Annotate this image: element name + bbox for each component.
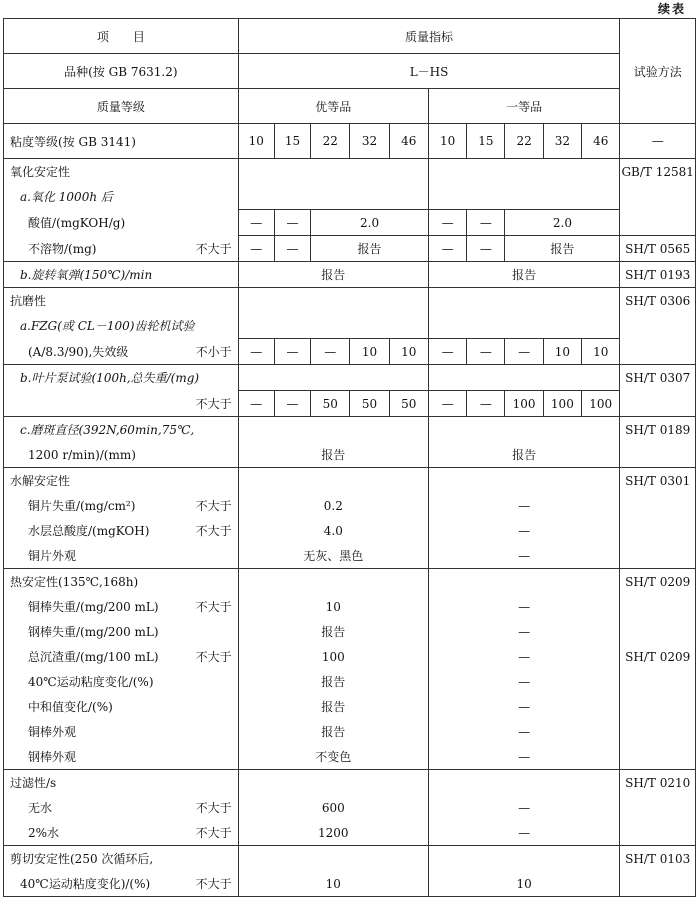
- fzg-row-1: [4, 313, 696, 339]
- dash: —: [238, 236, 274, 262]
- vane-row-1: [4, 365, 696, 391]
- thermal-label: 钢棒外观: [28, 750, 77, 764]
- copper-loss-label: 铜片失重/(mg/cm²): [28, 499, 136, 513]
- dash: —: [467, 210, 505, 236]
- dash: —: [238, 391, 274, 417]
- limit-not-more: 不大于: [195, 600, 232, 614]
- dash: —: [428, 210, 466, 236]
- dash: —: [428, 543, 619, 569]
- thermal-label: 铜棒外观: [28, 725, 77, 739]
- grade-label: 质量等级: [4, 89, 239, 124]
- method-sht0189: SH/T 0189: [625, 422, 691, 437]
- method-sht0307: SH/T 0307: [625, 370, 691, 385]
- thermal-row: [4, 744, 696, 770]
- dash: —: [467, 236, 505, 262]
- limit-not-more: 不大于: [195, 499, 232, 513]
- fzg-value: 10: [582, 339, 620, 365]
- insoluble-label: 不溶物/(mg): [28, 241, 97, 256]
- vane-value: 50: [311, 391, 350, 417]
- thermal-row: [4, 694, 696, 719]
- header-row-item: [4, 19, 696, 54]
- visc-grade: 10: [428, 124, 466, 159]
- dash: —: [428, 795, 619, 820]
- scar-first: 报告: [428, 442, 619, 468]
- shear-row-1: [4, 846, 696, 872]
- oxidation-title-row: [4, 159, 696, 185]
- thermal-row: [4, 594, 696, 619]
- visc-grade: 46: [389, 124, 428, 159]
- hydro-title-row: [4, 468, 696, 494]
- hydro-row-2: [4, 518, 696, 543]
- method-gbt12581: GB/T 12581: [621, 164, 694, 179]
- thermal-label: 铜棒失重/(mg/200 mL): [28, 600, 159, 614]
- filter-row-2: [4, 820, 696, 846]
- limit-not-more: 不大于: [195, 650, 232, 664]
- thermal-title: 热安定性(135℃,168h): [10, 575, 139, 589]
- thermal-row: [4, 619, 696, 644]
- shear-first: 10: [428, 871, 619, 897]
- dash: —: [274, 391, 310, 417]
- thermal-row: [4, 644, 696, 669]
- fzg-value: 10: [350, 339, 389, 365]
- visc-grade: 22: [311, 124, 350, 159]
- header-quality: 质量指标: [238, 19, 620, 54]
- dash: —: [467, 339, 505, 365]
- visc-grade: 46: [582, 124, 620, 159]
- dash: —: [505, 339, 543, 365]
- dash: —: [428, 518, 619, 543]
- dash: —: [428, 719, 619, 744]
- method-sht0209-b: SH/T 0209: [625, 649, 691, 664]
- grade-premium: 优等品: [238, 89, 428, 124]
- method-sht0209: SH/T 0209: [625, 574, 691, 589]
- method-sht0301: SH/T 0301: [625, 473, 691, 488]
- vane-pump-label: b.叶片泵试验(100h,总失重/(mg): [20, 371, 200, 386]
- dash: —: [428, 644, 619, 669]
- shear-row-2: [4, 871, 696, 897]
- limit-not-more: 不大于: [195, 826, 232, 840]
- limit-not-more: 不大于: [195, 524, 232, 538]
- fzg-value: 10: [389, 339, 428, 365]
- method-sht0193: SH/T 0193: [625, 267, 691, 282]
- oxidation-title: 氧化安定性: [10, 165, 71, 179]
- dash: —: [274, 339, 310, 365]
- dash: —: [428, 744, 619, 770]
- scar-label-2: 1200 r/min)/(mm): [28, 447, 136, 462]
- filter-dry-label: 无水: [28, 801, 53, 815]
- viscosity-label: 粘度等级(按 GB 3141): [10, 134, 136, 149]
- filter-title-row: [4, 770, 696, 796]
- bomb-row: [4, 262, 696, 288]
- acid-value-row: [4, 210, 696, 236]
- thermal-label: 中和值变化/(%): [28, 700, 113, 714]
- thermal-premium: 不变色: [238, 744, 428, 770]
- thermal-premium: 报告: [238, 619, 428, 644]
- method-sht0210: SH/T 0210: [625, 775, 691, 790]
- grade-first: 一等品: [428, 89, 619, 124]
- thermal-premium: 100: [238, 644, 428, 669]
- fzg-row-2: [4, 339, 696, 365]
- dash: —: [428, 236, 466, 262]
- acid-value-premium: 2.0: [311, 210, 429, 236]
- oxidation-sub-row: [4, 184, 696, 210]
- visc-grade: 10: [238, 124, 274, 159]
- copper-appearance-label: 铜片外观: [28, 549, 77, 563]
- limit-not-more: 不大于: [195, 801, 232, 815]
- variety-value: L－HS: [238, 54, 620, 89]
- method-header: 试验方法: [620, 54, 696, 89]
- dash: —: [274, 236, 310, 262]
- water-acidity-label: 水层总酸度/(mgKOH): [28, 524, 150, 538]
- thermal-premium: 报告: [238, 669, 428, 694]
- fzg-value: 10: [543, 339, 581, 365]
- thermal-label: 总沉渣重/(mg/100 mL): [28, 650, 159, 664]
- visc-grade: 32: [350, 124, 389, 159]
- vane-value: 50: [389, 391, 428, 417]
- insoluble-premium: 报告: [311, 236, 429, 262]
- dash: —: [274, 210, 310, 236]
- limit-not-more: 不大于: [195, 241, 232, 256]
- dash: —: [428, 391, 466, 417]
- limit-not-more: 不大于: [195, 396, 232, 411]
- limit-not-less: 不小于: [195, 344, 232, 359]
- shear-premium: 10: [238, 871, 428, 897]
- water-acidity-premium: 4.0: [238, 518, 428, 543]
- variety-label: 品种(按 GB 7631.2): [4, 54, 239, 89]
- filter-dry-premium: 600: [238, 795, 428, 820]
- vane-row-2: [4, 391, 696, 417]
- method-sht0103: SH/T 0103: [625, 851, 691, 866]
- shear-label-2: 40℃运动粘度变化)/(%): [20, 877, 151, 891]
- fzg-failure-label: (A/8.3/90),失效级: [28, 344, 129, 359]
- hydro-title: 水解安定性: [10, 474, 71, 488]
- dash: —: [428, 820, 619, 846]
- header-item: 项 目: [4, 19, 239, 54]
- dash: —: [428, 339, 466, 365]
- acid-value-label: 酸值/(mgKOH/g): [28, 216, 126, 230]
- bomb-premium: 报告: [238, 262, 428, 288]
- vane-value: 100: [543, 391, 581, 417]
- oxidation-1000h: a.氧化 1000h 后: [20, 190, 113, 205]
- scar-row-2: [4, 442, 696, 468]
- dash: —: [311, 339, 350, 365]
- hydro-row-1: [4, 493, 696, 518]
- vane-value: 100: [505, 391, 543, 417]
- thermal-title-row: [4, 569, 696, 595]
- limit-not-more: 不大于: [195, 877, 232, 891]
- dash: —: [428, 669, 619, 694]
- copper-appearance-premium: 无灰、黑色: [238, 543, 428, 569]
- dash: —: [467, 391, 505, 417]
- scar-row-1: [4, 417, 696, 443]
- visc-grade: 15: [274, 124, 310, 159]
- method-sht0565: SH/T 0565: [625, 241, 691, 256]
- table-caption: 续表: [657, 2, 686, 16]
- copper-loss-premium: 0.2: [238, 493, 428, 518]
- filter-wet-label: 2%水: [28, 826, 60, 840]
- hydro-row-3: [4, 543, 696, 569]
- insoluble-row: [4, 236, 696, 262]
- bomb-first: 报告: [428, 262, 619, 288]
- thermal-row: [4, 719, 696, 744]
- filter-row-1: [4, 795, 696, 820]
- visc-method: —: [620, 124, 696, 159]
- thermal-row: [4, 669, 696, 694]
- thermal-premium: 10: [238, 594, 428, 619]
- visc-grade: 32: [543, 124, 581, 159]
- vane-value: 50: [350, 391, 389, 417]
- thermal-premium: 报告: [238, 719, 428, 744]
- header-row-grade: [4, 89, 696, 124]
- method-sht0306: SH/T 0306: [625, 293, 691, 308]
- scar-label: c.磨斑直径(392N,60min,75℃,: [20, 423, 195, 437]
- vane-value: 100: [582, 391, 620, 417]
- rotating-bomb-label: b.旋转氧弹(150℃)/min: [20, 268, 153, 282]
- dash: —: [238, 339, 274, 365]
- viscosity-row: [4, 124, 696, 159]
- fzg-label: a.FZG(或 CL－100)齿轮机试验: [20, 319, 195, 334]
- thermal-premium: 报告: [238, 694, 428, 719]
- header-row-variety: [4, 54, 696, 89]
- dash: —: [428, 493, 619, 518]
- dash: —: [238, 210, 274, 236]
- acid-value-first: 2.0: [505, 210, 620, 236]
- filter-wet-premium: 1200: [238, 820, 428, 846]
- scar-premium: 报告: [238, 442, 428, 468]
- dash: —: [428, 694, 619, 719]
- visc-grade: 22: [505, 124, 543, 159]
- thermal-label: 40℃运动粘度变化/(%): [28, 675, 154, 689]
- wear-title: 抗磨性: [10, 294, 47, 308]
- dash: —: [428, 594, 619, 619]
- visc-grade: 15: [467, 124, 505, 159]
- wear-title-row: [4, 288, 696, 314]
- dash: —: [428, 619, 619, 644]
- thermal-label: 钢棒失重/(mg/200 mL): [28, 625, 159, 639]
- shear-label: 剪切安定性(250 次循环后,: [10, 852, 154, 866]
- filter-title: 过滤性/s: [10, 776, 57, 790]
- insoluble-first: 报告: [505, 236, 620, 262]
- quality-spec-table: [3, 18, 696, 897]
